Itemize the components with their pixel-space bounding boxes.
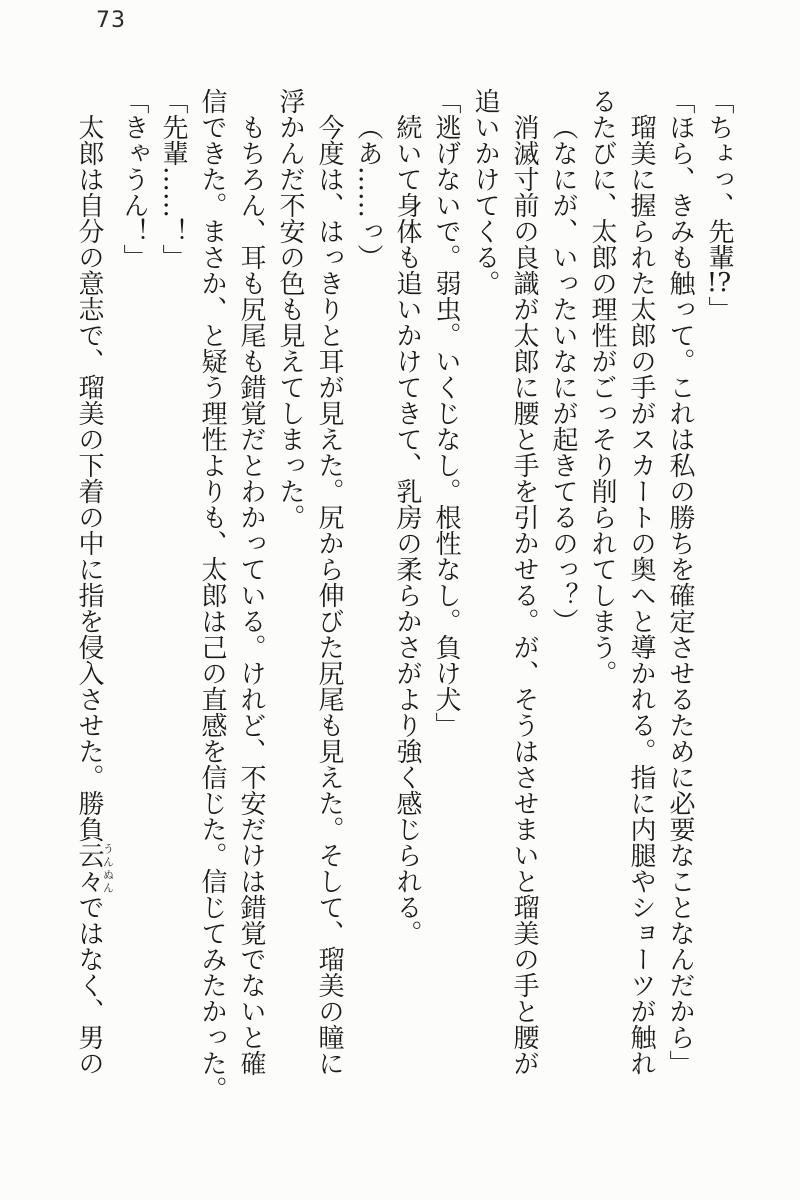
text-line bbox=[387, 88, 426, 1104]
page-number: 73 bbox=[96, 8, 126, 33]
text-segment: 「逃げないで。弱虫。いくじなし。根性なし。負け犬」 bbox=[431, 88, 461, 738]
text-segment: （なにが、いったいなにが起きてるのっ？） bbox=[548, 114, 578, 634]
text-line bbox=[504, 88, 543, 1104]
text-segment: 浮かんだ不安の色も見えてしまった。 bbox=[275, 88, 305, 530]
text-line bbox=[348, 88, 387, 1104]
text-segment: 「きゃうん！」 bbox=[119, 88, 149, 270]
text-line bbox=[582, 88, 621, 1104]
text-segment: ではなく、男の bbox=[74, 894, 104, 1076]
text-line bbox=[660, 88, 699, 1104]
text-segment: 「先輩……！」 bbox=[158, 88, 188, 270]
text-line bbox=[426, 88, 465, 1104]
text-segment: 追いかけてくる。 bbox=[470, 88, 500, 296]
text-line bbox=[543, 88, 582, 1104]
text-line bbox=[192, 88, 231, 1104]
text-segment: もちろん、耳も尻尾も錯覚だとわかっている。けれど、不安だけは錯覚でないと確 bbox=[236, 114, 266, 1076]
text-line bbox=[699, 88, 738, 1104]
text-line bbox=[621, 88, 660, 1104]
text-segment: 瑠美に握られた太郎の手がスカートの奥へと導かれる。指に内腿やショーツが触れ bbox=[626, 114, 656, 1076]
text-line bbox=[153, 88, 192, 1104]
ruby-annotated-word: 云々うんぬん bbox=[74, 842, 115, 894]
text-segment: 消滅寸前の良識が太郎に腰と手を引かせる。が、そうはさせまいと瑠美の手と腰が bbox=[509, 114, 539, 1076]
text-line bbox=[114, 88, 153, 1104]
text-segment: 信できた。まさか、と疑う理性よりも、太郎は己の直感を信じた。信じてみたかった。 bbox=[197, 88, 227, 1102]
text-segment: るたびに、太郎の理性がごっそり削られてしまう。 bbox=[587, 88, 617, 686]
text-line bbox=[465, 88, 504, 1104]
text-area bbox=[69, 88, 738, 1104]
text-line bbox=[270, 88, 309, 1104]
text-line bbox=[69, 88, 114, 1104]
text-segment: （あ……っ） bbox=[353, 114, 383, 270]
text-segment: 「ちょっ、先輩 bbox=[704, 88, 734, 270]
text-segment: 」 bbox=[704, 296, 734, 322]
tate-chu-yoko-text: !? bbox=[706, 270, 732, 296]
text-segment: 「ほら、きみも触って。これは私の勝ちを確定させるために必要なことなんだから」 bbox=[665, 88, 695, 1076]
text-line bbox=[231, 88, 270, 1104]
text-segment: 今度は、はっきりと耳が見えた。尻から伸びた尻尾も見えた。そして、瑠美の瞳に bbox=[314, 114, 344, 1076]
text-segment: 続いて身体も追いかけてきて、乳房の柔らかさがより強く感じられる。 bbox=[392, 114, 422, 946]
text-line bbox=[309, 88, 348, 1104]
text-segment: 太郎は自分の意志で、瑠美の下着の中に指を侵入させた。勝負 bbox=[74, 114, 104, 842]
